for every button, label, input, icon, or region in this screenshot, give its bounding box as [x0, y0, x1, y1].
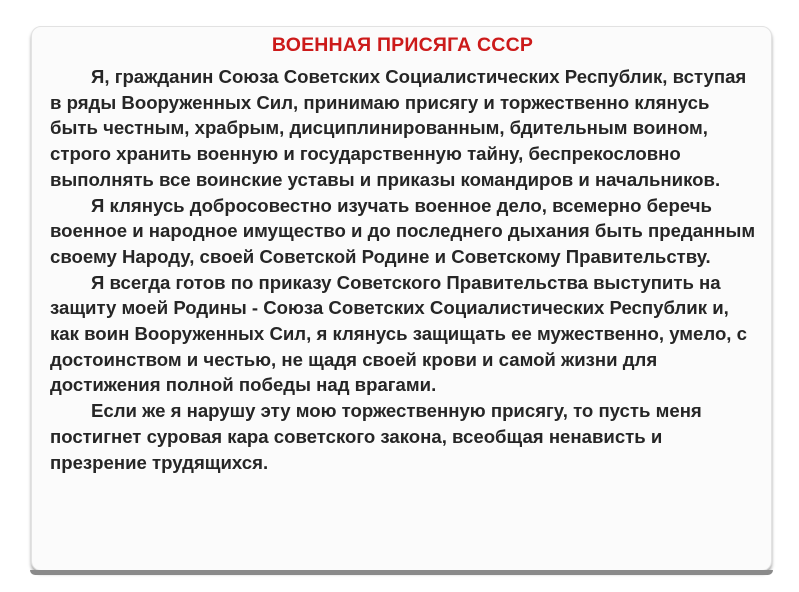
oath-paragraph-3: Я всегда готов по приказу Советского Правительства выступить на защиту моей Родины - Союза Советских Социалистических Республик и, как воин Вооруженных Сил, я клянусь защищать ее мужественно, умело, с достоинством и честью, не щадя своей крови и самой жизни для достижения полной победы над врагами.	[50, 271, 747, 396]
oath-paragraph-4: Если же я нарушу эту мою торжественную присягу, то пусть меня постигнет суровая кара советского закона, всеобщая ненависть и презрение трудящихся.	[50, 400, 702, 473]
oath-title: ВОЕННАЯ ПРИСЯГА СССР	[271, 34, 534, 56]
oath-card	[31, 26, 772, 571]
oath-text	[50, 64, 762, 475]
oath-paragraph-2: Я клянусь добросовестно изучать военное дело, всемерно беречь военное и народное имущество и до последнего дыхания быть преданным своему Народу, своей Советской Родине и Советскому Правительству.	[50, 194, 756, 267]
oath-paragraph-1: Я, гражданин Союза Советских Социалистических Республик, вступая в ряды Вооруженных Сил, принимаю присягу и торжественно клянусь быть честным, храбрым, дисциплинированным, бдительным воином, строго хранить военную и государственную тайну, беспрекословно выполнять все воинские уставы и приказы командиров и начальников.	[50, 66, 747, 190]
